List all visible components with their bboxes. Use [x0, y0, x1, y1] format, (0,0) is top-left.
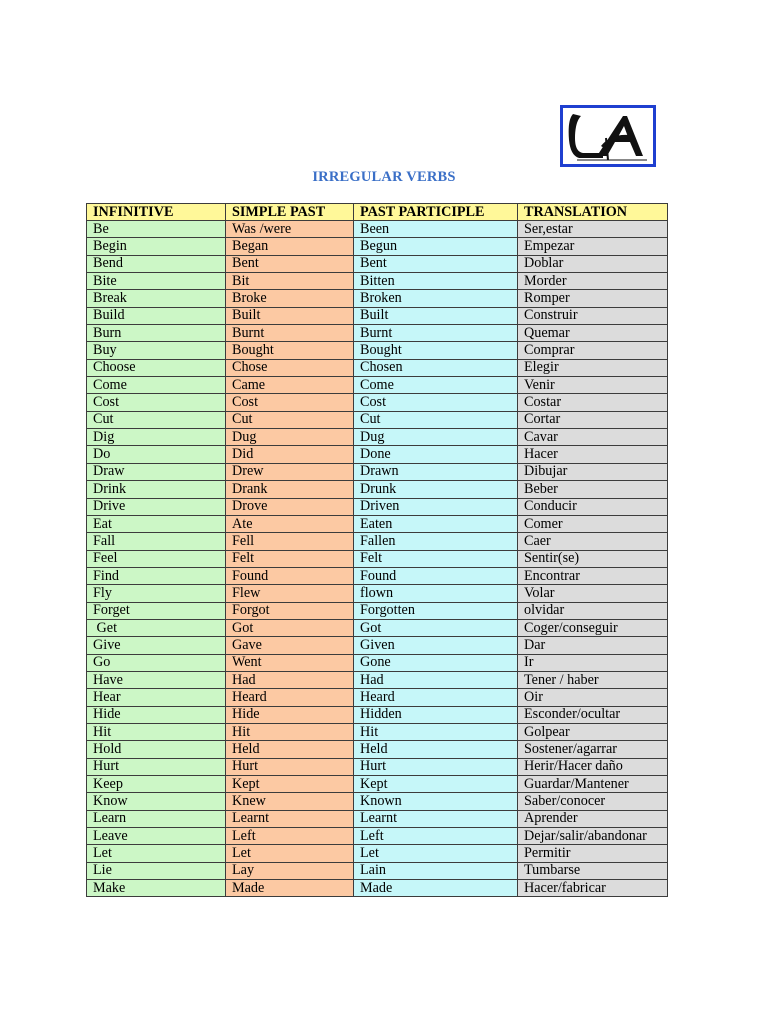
simple-past-cell: Flew	[226, 585, 354, 602]
translation-cell: Oir	[518, 689, 668, 706]
table-row	[87, 377, 668, 394]
translation-cell: Sostener/agarrar	[518, 741, 668, 758]
infinitive-cell: Go	[87, 654, 226, 671]
table-row	[87, 515, 668, 532]
past-participle-cell: Left	[354, 828, 518, 845]
table-row	[87, 654, 668, 671]
translation-cell: Dejar/salir/abandonar	[518, 828, 668, 845]
table-row	[87, 550, 668, 567]
simple-past-cell: Bent	[226, 255, 354, 272]
table-row	[87, 498, 668, 515]
header-translation: TRANSLATION	[518, 204, 668, 221]
infinitive-cell: Have	[87, 671, 226, 688]
infinitive-cell: Hold	[87, 741, 226, 758]
translation-cell: Tener / haber	[518, 671, 668, 688]
simple-past-cell: Gave	[226, 637, 354, 654]
table-row	[87, 463, 668, 480]
table-row	[87, 723, 668, 740]
table-row	[87, 238, 668, 255]
simple-past-cell: Drove	[226, 498, 354, 515]
translation-cell: Dar	[518, 637, 668, 654]
past-participle-cell: Come	[354, 377, 518, 394]
translation-cell: Construir	[518, 307, 668, 324]
table-row	[87, 810, 668, 827]
translation-cell: Esconder/ocultar	[518, 706, 668, 723]
table-row	[87, 307, 668, 324]
past-participle-cell: Gone	[354, 654, 518, 671]
past-participle-cell: Felt	[354, 550, 518, 567]
past-participle-cell: Made	[354, 880, 518, 897]
simple-past-cell: Did	[226, 446, 354, 463]
simple-past-cell: Built	[226, 307, 354, 324]
past-participle-cell: Fallen	[354, 533, 518, 550]
past-participle-cell: Heard	[354, 689, 518, 706]
infinitive-cell: Hide	[87, 706, 226, 723]
translation-cell: Volar	[518, 585, 668, 602]
simple-past-cell: Came	[226, 377, 354, 394]
past-participle-cell: Broken	[354, 290, 518, 307]
table-row	[87, 671, 668, 688]
simple-past-cell: Cost	[226, 394, 354, 411]
past-participle-cell: Bought	[354, 342, 518, 359]
table-row	[87, 567, 668, 584]
infinitive-cell: Be	[87, 221, 226, 238]
past-participle-cell: Dug	[354, 429, 518, 446]
table-row	[87, 602, 668, 619]
infinitive-cell: Forget	[87, 602, 226, 619]
translation-cell: Morder	[518, 273, 668, 290]
translation-cell: Guardar/Mantener	[518, 776, 668, 793]
translation-cell: Saber/conocer	[518, 793, 668, 810]
infinitive-cell: Drink	[87, 481, 226, 498]
past-participle-cell: Held	[354, 741, 518, 758]
table-row	[87, 221, 668, 238]
table-row	[87, 741, 668, 758]
past-participle-cell: Bitten	[354, 273, 518, 290]
translation-cell: Coger/conseguir	[518, 619, 668, 636]
translation-cell: Encontrar	[518, 567, 668, 584]
translation-cell: Costar	[518, 394, 668, 411]
past-participle-cell: Had	[354, 671, 518, 688]
infinitive-cell: Know	[87, 793, 226, 810]
translation-cell: Beber	[518, 481, 668, 498]
table-row	[87, 880, 668, 897]
table-row	[87, 429, 668, 446]
translation-cell: Comer	[518, 515, 668, 532]
past-participle-cell: Let	[354, 845, 518, 862]
table-row	[87, 533, 668, 550]
infinitive-cell: Hurt	[87, 758, 226, 775]
table-row	[87, 255, 668, 272]
table-row	[87, 706, 668, 723]
infinitive-cell: Cost	[87, 394, 226, 411]
simple-past-cell: Heard	[226, 689, 354, 706]
infinitive-cell: Eat	[87, 515, 226, 532]
past-participle-cell: Forgotten	[354, 602, 518, 619]
translation-cell: Sentir(se)	[518, 550, 668, 567]
simple-past-cell: Forgot	[226, 602, 354, 619]
translation-cell: Permitir	[518, 845, 668, 862]
past-participle-cell: Built	[354, 307, 518, 324]
translation-cell: Quemar	[518, 325, 668, 342]
table-row	[87, 359, 668, 376]
past-participle-cell: Hurt	[354, 758, 518, 775]
past-participle-cell: Known	[354, 793, 518, 810]
past-participle-cell: Chosen	[354, 359, 518, 376]
past-participle-cell: Learnt	[354, 810, 518, 827]
table-row	[87, 481, 668, 498]
past-participle-cell: Drunk	[354, 481, 518, 498]
translation-cell: Romper	[518, 290, 668, 307]
simple-past-cell: Kept	[226, 776, 354, 793]
translation-cell: Golpear	[518, 723, 668, 740]
simple-past-cell: Left	[226, 828, 354, 845]
infinitive-cell: Get	[87, 619, 226, 636]
simple-past-cell: Let	[226, 845, 354, 862]
translation-cell: Hacer	[518, 446, 668, 463]
table-row	[87, 845, 668, 862]
infinitive-cell: Let	[87, 845, 226, 862]
simple-past-cell: Drew	[226, 463, 354, 480]
translation-cell: Tumbarse	[518, 862, 668, 879]
translation-cell: Aprender	[518, 810, 668, 827]
past-participle-cell: Driven	[354, 498, 518, 515]
translation-cell: Conducir	[518, 498, 668, 515]
table-row	[87, 619, 668, 636]
translation-cell: Comprar	[518, 342, 668, 359]
infinitive-cell: Learn	[87, 810, 226, 827]
infinitive-cell: Cut	[87, 411, 226, 428]
table-row	[87, 290, 668, 307]
header-past-participle: PAST PARTICIPLE	[354, 204, 518, 221]
simple-past-cell: Fell	[226, 533, 354, 550]
past-participle-cell: flown	[354, 585, 518, 602]
infinitive-cell: Fall	[87, 533, 226, 550]
infinitive-cell: Leave	[87, 828, 226, 845]
page-title: IRREGULAR VERBS	[312, 169, 456, 185]
infinitive-cell: Bend	[87, 255, 226, 272]
past-participle-cell: Bent	[354, 255, 518, 272]
simple-past-cell: Felt	[226, 550, 354, 567]
infinitive-cell: Come	[87, 377, 226, 394]
infinitive-cell: Feel	[87, 550, 226, 567]
table-row	[87, 637, 668, 654]
simple-past-cell: Cut	[226, 411, 354, 428]
simple-past-cell: Lay	[226, 862, 354, 879]
translation-cell: Doblar	[518, 255, 668, 272]
infinitive-cell: Break	[87, 290, 226, 307]
infinitive-cell: Hear	[87, 689, 226, 706]
simple-past-cell: Broke	[226, 290, 354, 307]
table-row	[87, 273, 668, 290]
table-row	[87, 446, 668, 463]
table-row	[87, 862, 668, 879]
past-participle-cell: Done	[354, 446, 518, 463]
simple-past-cell: Was /were	[226, 221, 354, 238]
header-simple-past: SIMPLE PAST	[226, 204, 354, 221]
infinitive-cell: Hit	[87, 723, 226, 740]
table-row	[87, 394, 668, 411]
infinitive-cell: Lie	[87, 862, 226, 879]
simple-past-cell: Hurt	[226, 758, 354, 775]
irregular-verbs-table	[86, 203, 668, 897]
translation-cell: Cortar	[518, 411, 668, 428]
infinitive-cell: Bite	[87, 273, 226, 290]
simple-past-cell: Found	[226, 567, 354, 584]
infinitive-cell: Buy	[87, 342, 226, 359]
simple-past-cell: Got	[226, 619, 354, 636]
past-participle-cell: Found	[354, 567, 518, 584]
infinitive-cell: Choose	[87, 359, 226, 376]
translation-cell: Venir	[518, 377, 668, 394]
simple-past-cell: Made	[226, 880, 354, 897]
translation-cell: Herir/Hacer daño	[518, 758, 668, 775]
infinitive-cell: Begin	[87, 238, 226, 255]
table-row	[87, 689, 668, 706]
past-participle-cell: Begun	[354, 238, 518, 255]
simple-past-cell: Hide	[226, 706, 354, 723]
simple-past-cell: Dug	[226, 429, 354, 446]
simple-past-cell: Drank	[226, 481, 354, 498]
translation-cell: olvidar	[518, 602, 668, 619]
la-monogram-icon	[563, 108, 653, 164]
infinitive-cell: Fly	[87, 585, 226, 602]
header-infinitive: INFINITIVE	[87, 204, 226, 221]
infinitive-cell: Find	[87, 567, 226, 584]
past-participle-cell: Burnt	[354, 325, 518, 342]
translation-cell: Cavar	[518, 429, 668, 446]
past-participle-cell: Lain	[354, 862, 518, 879]
table-row	[87, 325, 668, 342]
simple-past-cell: Ate	[226, 515, 354, 532]
simple-past-cell: Bit	[226, 273, 354, 290]
simple-past-cell: Had	[226, 671, 354, 688]
infinitive-cell: Drive	[87, 498, 226, 515]
infinitive-cell: Give	[87, 637, 226, 654]
translation-cell: Ser,estar	[518, 221, 668, 238]
past-participle-cell: Got	[354, 619, 518, 636]
simple-past-cell: Chose	[226, 359, 354, 376]
simple-past-cell: Bought	[226, 342, 354, 359]
table-header-row	[87, 204, 668, 221]
infinitive-cell: Keep	[87, 776, 226, 793]
la-monogram-logo	[560, 105, 656, 167]
infinitive-cell: Make	[87, 880, 226, 897]
infinitive-cell: Build	[87, 307, 226, 324]
simple-past-cell: Held	[226, 741, 354, 758]
past-participle-cell: Kept	[354, 776, 518, 793]
past-participle-cell: Drawn	[354, 463, 518, 480]
past-participle-cell: Given	[354, 637, 518, 654]
translation-cell: Dibujar	[518, 463, 668, 480]
infinitive-cell: Draw	[87, 463, 226, 480]
table-row	[87, 411, 668, 428]
past-participle-cell: Eaten	[354, 515, 518, 532]
table-row	[87, 828, 668, 845]
translation-cell: Caer	[518, 533, 668, 550]
simple-past-cell: Learnt	[226, 810, 354, 827]
infinitive-cell: Burn	[87, 325, 226, 342]
table-row	[87, 793, 668, 810]
table-row	[87, 585, 668, 602]
table-row	[87, 758, 668, 775]
infinitive-cell: Do	[87, 446, 226, 463]
table-row	[87, 776, 668, 793]
past-participle-cell: Hidden	[354, 706, 518, 723]
simple-past-cell: Hit	[226, 723, 354, 740]
simple-past-cell: Burnt	[226, 325, 354, 342]
past-participle-cell: Cut	[354, 411, 518, 428]
translation-cell: Empezar	[518, 238, 668, 255]
simple-past-cell: Began	[226, 238, 354, 255]
past-participle-cell: Cost	[354, 394, 518, 411]
translation-cell: Hacer/fabricar	[518, 880, 668, 897]
simple-past-cell: Went	[226, 654, 354, 671]
past-participle-cell: Been	[354, 221, 518, 238]
translation-cell: Elegir	[518, 359, 668, 376]
table-row	[87, 342, 668, 359]
simple-past-cell: Knew	[226, 793, 354, 810]
translation-cell: Ir	[518, 654, 668, 671]
past-participle-cell: Hit	[354, 723, 518, 740]
infinitive-cell: Dig	[87, 429, 226, 446]
